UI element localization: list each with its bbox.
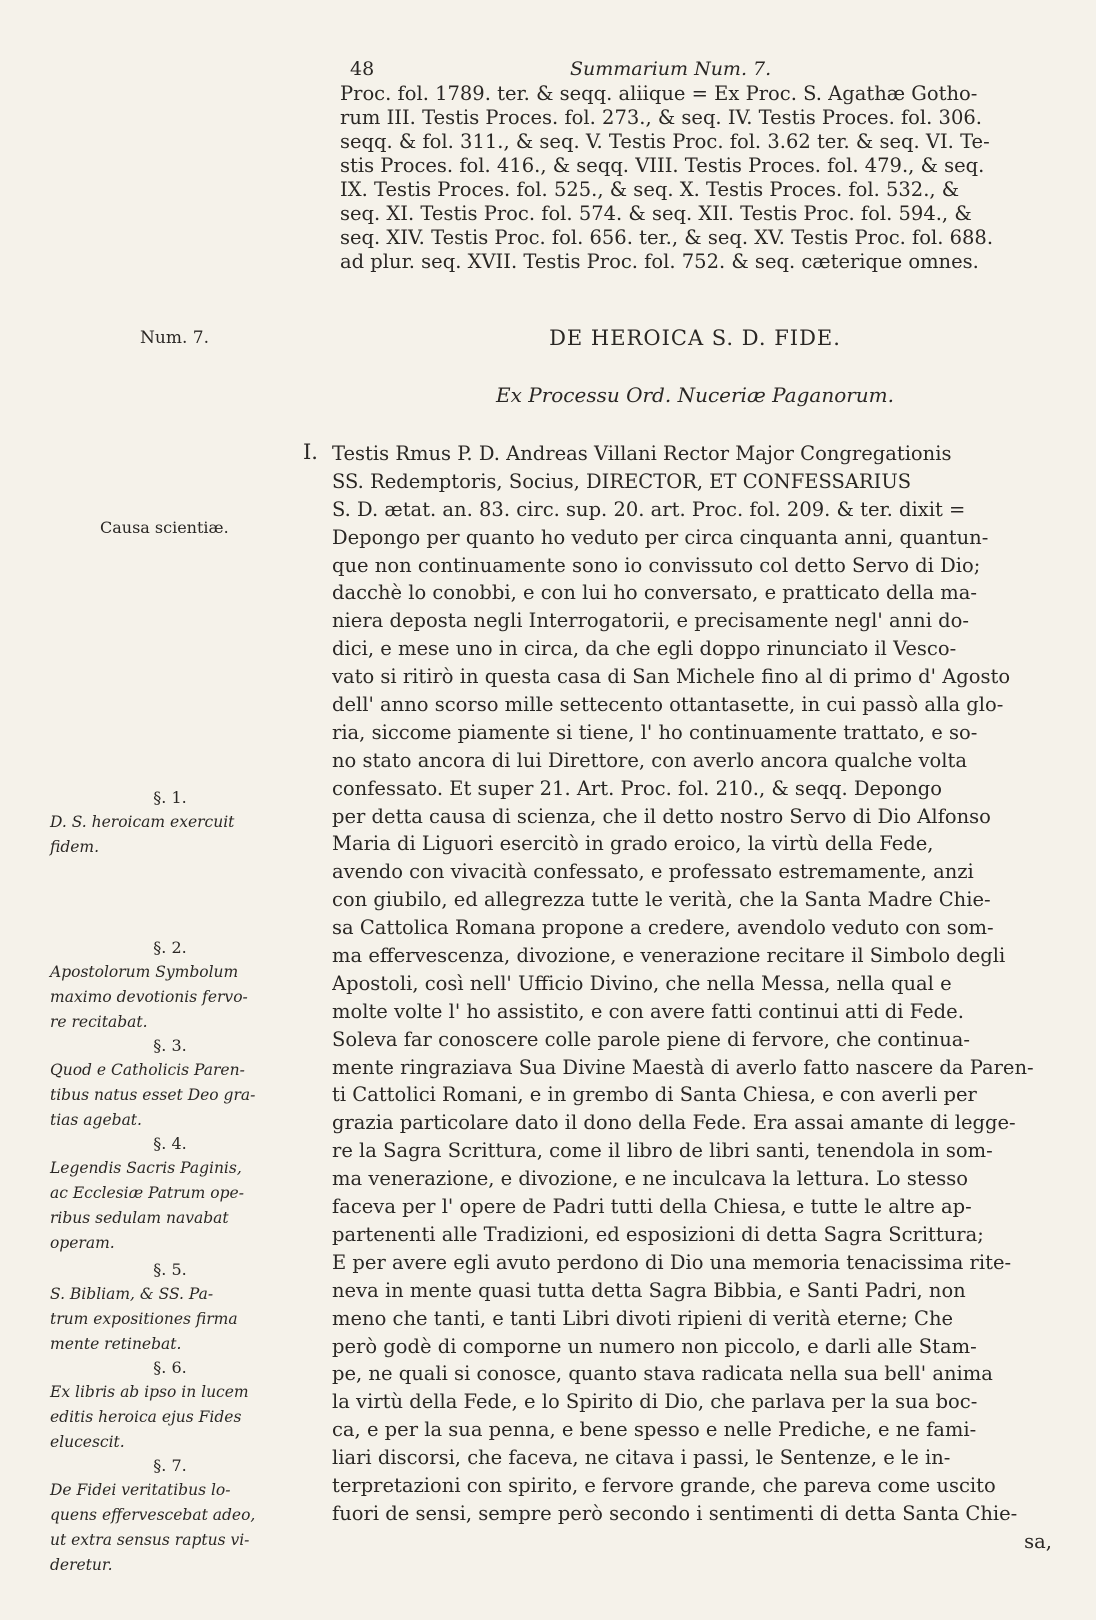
text-line: stis Proces. fol. 416., & seqq. VIII. Testis Proces. fol. 479., & seq. — [340, 154, 985, 177]
section-margin-label: Num. 7. — [140, 328, 209, 348]
margin-line: editis heroica ejus Fides — [50, 1408, 242, 1426]
text-line: SS. Redemptoris, Socius, DIRECTOR, ET CONFESSARIUS — [332, 469, 912, 493]
text-line: Soleva far conoscere colle parole piene di fervore, che continua- — [332, 1027, 970, 1051]
text-line: liari discorsi, che faceva, ne citava i passi, le Sentenze, e le in- — [332, 1446, 951, 1470]
section-subtitle: Ex Processu Ord. Nuceriæ Paganorum. — [496, 383, 894, 407]
text-line: vato si ritirò in questa casa di San Michele fino al di primo d' Agosto — [332, 665, 1011, 689]
margin-note-4 — [50, 1131, 290, 1256]
text-line: con giubilo, ed allegrezza tutte le verità, che la Santa Madre Chie- — [332, 888, 991, 912]
section-title: DE HEROICA S. D. FIDE. — [549, 326, 841, 350]
margin-line: mente retinebat. — [50, 1335, 182, 1353]
text-line: Testis Rmus P. D. Andreas Villani Rector Major Congregationis — [332, 442, 952, 465]
text-line: meno che tanti, e tanti Libri divoti ripieni di verità eterne; Che — [332, 1306, 954, 1330]
margin-line: ut extra sensus raptus vi- — [50, 1531, 250, 1549]
section-mark: §. 5. — [153, 1260, 187, 1279]
text-line: ria, siccome piamente si tiene, l' ho continuamente trattato, e so- — [332, 720, 978, 744]
margin-line: maximo devotionis fervo- — [50, 988, 248, 1006]
margin-line: Legendis Sacris Paginis, — [50, 1159, 242, 1177]
margin-line: D. S. heroicam exercuit — [50, 813, 235, 831]
text-line: ad plur. seq. XVII. Testis Proc. fol. 752. & seq. cæterique omnes. — [340, 250, 979, 273]
text-line: dacchè lo conobbi, e con lui ho conversato, e pratticato della ma- — [332, 581, 977, 605]
section-mark: §. 7. — [153, 1456, 187, 1475]
section-mark: §. 3. — [153, 1036, 187, 1055]
margin-line: S. Bibliam, & SS. Pa- — [50, 1285, 214, 1303]
margin-line: fidem. — [50, 838, 100, 856]
text-line: Proc. fol. 1789. ter. & seqq. aliique = Ex Proc. S. Agathæ Gotho- — [340, 82, 978, 105]
text-line: confessato. Et super 21. Art. Proc. fol. 210., & seqq. Depongo — [332, 776, 943, 800]
text-line: però godè di comporne un numero non piccolo, e darli alle Stam- — [332, 1334, 977, 1358]
text-line: ti Cattolici Romani, e in grembo di Santa Chiesa, e con averli per — [332, 1083, 977, 1107]
margin-line: De Fidei veritatibus lo- — [50, 1481, 231, 1499]
margin-line: operam. — [50, 1234, 115, 1252]
margin-line: ac Ecclesiæ Patrum ope- — [50, 1184, 244, 1202]
text-line: la virtù della Fede, e lo Spirito di Dio, che parlava per la sua boc- — [332, 1390, 978, 1414]
witness-testimony — [332, 440, 1052, 1556]
text-line: terpretazioni con spirito, e fervore grande, che pareva come uscito — [332, 1473, 996, 1497]
text-line: no stato ancora di lui Direttore, con averlo ancora qualche volta — [332, 748, 967, 772]
section-mark: §. 6. — [153, 1358, 187, 1377]
margin-line: tibus natus esset Deo gra- — [50, 1086, 256, 1104]
text-line: seq. XI. Testis Proc. fol. 574. & seq. XII. Testis Proc. fol. 594., & — [340, 202, 972, 225]
text-line: niera deposta negli Interrogatorii, e precisamente negl' anni do- — [332, 609, 969, 633]
section-mark: §. 1. — [153, 788, 187, 807]
text-line: re la Sagra Scrittura, come il libro de libri santi, tenendola in som- — [332, 1139, 993, 1163]
text-line: partenenti alle Tradizioni, ed esposizioni di detta Sagra Scrittura; — [332, 1222, 984, 1246]
margin-line: Apostolorum Symbolum — [50, 963, 239, 981]
margin-line: deretur. — [50, 1556, 113, 1574]
text-line: grazia particolare dato il dono della Fede. Era assai amante di legge- — [332, 1111, 1016, 1135]
text-line: ma venerazione, e divozione, e ne inculcava la lettura. Lo stesso — [332, 1167, 968, 1191]
text-line: E per avere egli avuto perdono di Dio una memoria tenacissima rite- — [332, 1250, 1012, 1274]
margin-line: Quod e Catholicis Paren- — [50, 1061, 245, 1079]
margin-line: re recitabat. — [50, 1013, 148, 1031]
text-line: mente ringraziava Sua Divine Maestà di averlo fatto nascere da Paren- — [332, 1055, 1034, 1079]
text-line: Depongo per quanto ho veduto per circa cinquanta anni, quantun- — [332, 525, 989, 549]
margin-note-5 — [50, 1257, 290, 1357]
section-mark: §. 4. — [153, 1134, 187, 1153]
text-line: avendo con vivacità confessato, e professato estremamente, anzi — [332, 860, 974, 884]
running-title: Summarium Num. 7. — [570, 58, 772, 80]
margin-note-7 — [50, 1453, 290, 1578]
text-line: seqq. & fol. 311., & seq. V. Testis Proc. fol. 3.62 ter. & seq. VI. Te- — [340, 130, 990, 153]
text-line: seq. XIV. Testis Proc. fol. 656. ter., & seq. XV. Testis Proc. fol. 688. — [340, 226, 994, 249]
margin-note-1 — [50, 785, 290, 860]
margin-line: elucescit. — [50, 1433, 125, 1451]
margin-line: ribus sedulam navabat — [50, 1209, 229, 1227]
page-number: 48 — [350, 58, 375, 80]
text-line: Maria di Liguori esercitò in grado eroico, la virtù della Fede, — [332, 832, 934, 856]
text-line: pe, ne quali si conosce, quanto stava radicata nella sua bell' anima — [332, 1362, 993, 1386]
margin-note-2 — [50, 935, 290, 1035]
text-line: ca, e per la sua penna, e bene spesso e nelle Prediche, e ne fami- — [332, 1418, 977, 1442]
text-line: fuori de sensi, sempre però secondo i sentimenti di detta Santa Chie- — [332, 1501, 1018, 1525]
margin-note-3 — [50, 1033, 290, 1133]
margin-line: tias agebat. — [50, 1111, 142, 1129]
section-mark: §. 2. — [153, 938, 187, 957]
margin-note-causa: Causa scientiæ. — [100, 518, 229, 537]
text-line: sa Cattolica Romana propone a credere, avendolo veduto con som- — [332, 916, 994, 940]
text-line: per detta causa di scienza, che il detto nostro Servo di Dio Alfonso — [332, 804, 991, 828]
margin-line: Ex libris ab ipso in lucem — [50, 1383, 249, 1401]
text-line: ma effervescenza, divozione, e venerazione recitare il Simbolo degli — [332, 944, 1006, 968]
continuation-paragraph — [340, 82, 1050, 274]
text-line: dell' anno scorso mille settecento ottantasette, in cui passò alla glo- — [332, 693, 1004, 717]
text-line: faceva per l' opere de Padri tutti della Chiesa, e tutte le altre ap- — [332, 1195, 972, 1219]
margin-line: quens effervescebat adeo, — [50, 1506, 256, 1524]
text-line: molte volte l' ho assistito, e con avere fatti continui atti di Fede. — [332, 999, 964, 1023]
text-line: que non continuamente sono io convissuto col detto Servo di Dio; — [332, 553, 981, 577]
margin-line: trum expositiones firma — [50, 1310, 238, 1328]
witness-numeral: I. — [303, 440, 318, 464]
text-line: sa, — [1024, 1529, 1052, 1553]
text-line: Apostoli, così nell' Ufficio Divino, che nella Messa, nella qual e — [332, 971, 952, 995]
text-line: neva in mente quasi tutta detta Sagra Bibbia, e Santi Padri, non — [332, 1278, 966, 1302]
margin-note-6 — [50, 1355, 290, 1455]
text-line: S. D. ætat. an. 83. circ. sup. 20. art. Proc. fol. 209. & ter. dixit = — [332, 497, 966, 521]
text-line: dici, e mese uno in circa, da che egli doppo rinunciato il Vesco- — [332, 637, 957, 661]
text-line: rum III. Testis Proces. fol. 273., & seq. IV. Testis Proces. fol. 306. — [340, 106, 982, 129]
text-line: IX. Testis Proces. fol. 525., & seq. X. Testis Proces. fol. 532., & — [340, 178, 960, 201]
